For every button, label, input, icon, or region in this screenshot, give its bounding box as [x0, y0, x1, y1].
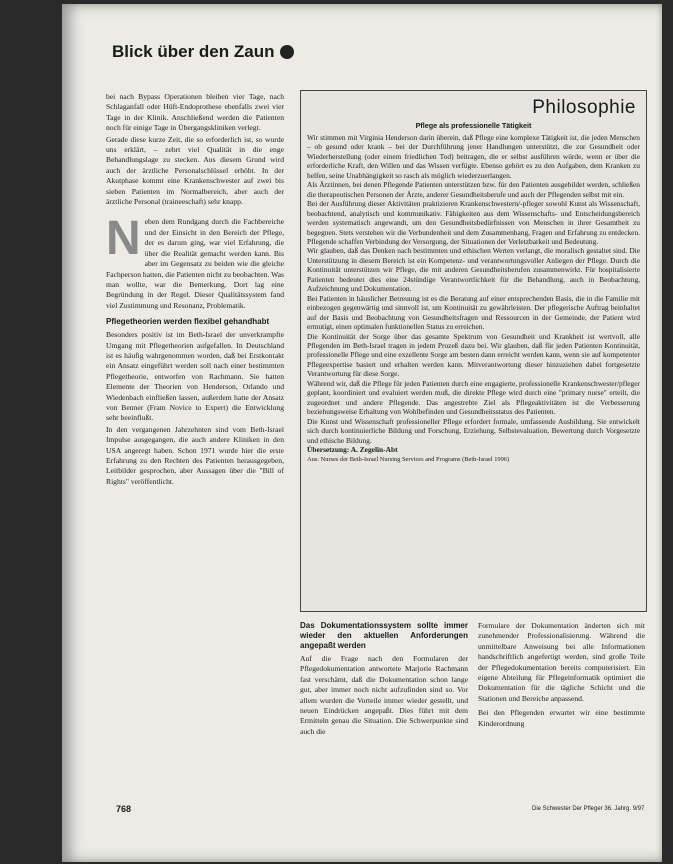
- subheading: Das Dokumentationssystem sollte immer wieder den aktuellen Anforderungen angepaßt werden: [300, 621, 468, 650]
- left-column: [106, 92, 284, 797]
- paragraph: In den vergangenen Jahrzehnten sind vom Beth-Israel Impulse ausgegangen, die auch andere Kliniken in den USA angeregt haben. Schon 1971 wurde hier die erste Erfahrung zu den Rechten des Patienten herausgegeben, Leitbilder gesprochen, aber Aussagen über die "Bill of Rights" veröffentlicht.: [106, 424, 284, 486]
- philosophy-box: [300, 90, 647, 612]
- box-paragraph: Bei Patienten in häuslicher Betreuung ist es die Beratung auf einer entsprechenden Basis, die in die Familie mit einbezogen gegenwärtig und sinnvoll ist, um Kontinuität zu gewährleisten. Der pflegerische Auftrag beinhaltet auf der Basis und Beobachtung von Gesundheitsfragen und Ressourcen in der Gemeinde, der Patient wird ermutigt, einen optimalen funktionellen Status zu erreichen.: [307, 293, 640, 332]
- source-credit: Aus: Nurses der Beth-Israel Nursing Services and Programs (Beth-Israel 1996): [307, 456, 510, 464]
- paragraph: Auf die Frage nach den Formularen der Pflegedokumentation antwortete Marjorie Rachmann fast verschämt, daß die Dokumentation schon lange gut, aber immer noch nicht aufzufinden sind so. Vor allem wurden die Vorteile immer wieder gestellt, und neuen Eindrücken angepaßt. Dies führt mit dem Ermitteln genau die Situation. Die Schwerpunkte sind auch die: [300, 654, 468, 736]
- box-paragraph: Wir stimmen mit Virginia Henderson darin überein, daß Pflege eine komplexe Tätigkeit ist, die jeden Menschen – ob gesund oder krank – bei der Durchführung jener Handlungen unterstützt, die zur Gesundheit oder Wiederherstellung (oder einem friedlichen Tod) beitragen, die er selbst ausführen würde, wenn er über die erforderliche Kraft, den Willen und das Wissen verfügte. Ebenso gehört es zu den Aufgaben, dem Kranken zu helfen, seine Unabhängigkeit so rasch als möglich wiederzuerlangen.: [307, 133, 640, 180]
- box-title: Philosophie: [532, 97, 636, 118]
- box-subtitle: Pflege als professionelle Tätigkeit: [415, 121, 532, 130]
- drop-cap: N: [106, 212, 141, 266]
- paragraph: Gerade diese kurze Zeit, die so erforderlich ist, so wurde uns erklärt, – zehrt viel Qualität in die enge Behandlungslage zu stecken. Aus diesem Grund wird auch der ärztliche Personalschlüssel erhöht. In der Akutphase kommt eine Krankenschwester auf zwei bis sieben Patienten im Normalbereich, aber auch der ärztliche Personal (traineeschaft) sehr knapp.: [106, 134, 284, 207]
- paragraph: Formulare der Dokumentation änderten sich mit zunehmender Professionalisierung. Während die unmittelbare Anweisung bei alle Informationen handschriftlich angefertigt werden, sind große Teile der Pflegedokumentation bereits computerisiert. Ein eigene Abteilung für Pflegeinformatik optimiert die Dokumentation für die tägliche Schicht und die Stationen und Bereiche anpassend.: [478, 621, 645, 703]
- right-column: [478, 621, 645, 801]
- box-paragraph: Wir glauben, daß das Denken nach bestimmten und ethischen Werten verlangt, die moralisch gestaltet sind. Die Unterstützung in diesem Bereich ist ein Kompetenz- und verantwortungsvoller Anliegen der Pflege. Durch die Kontinuität unterstützen wir Pflege, die mit anderen Gesundheitsberufen zusammenwirkt. Für hospitalisierte Patienten bedeutet dies eine 24stündige Verantwortlichkeit für die Behandlung, auch in Beobachtung, Aufzeichnung und Dokumentation.: [307, 246, 640, 294]
- page-number: 768: [116, 804, 132, 814]
- bullet-dot-icon: [280, 45, 294, 59]
- box-paragraph: Während wir, daß die Pflege für jeden Patienten durch eine engagierte, professionelle Krankenschwester/pfleger geplant, koordiniert und evaluiert werden muß, die direkte Pflege wird durch eine "primary nurse" erteilt, die zugeordnet und andere Pflegende. Das angestrebte Ziel als Pflegeaktivitäten ist die Verbesserung beziehungsweise Erhaltung von Wohlbefinden und Gesundheitsstatus des Patienten.: [307, 378, 640, 417]
- magazine-page: [62, 4, 662, 862]
- box-body: [301, 133, 646, 454]
- paragraph: Besonders positiv ist im Beth-Israel der unverkrampfte Umgang mit Pflegetheorien aufgefallen. In Deutschland ist es häufig wahrgenommen worden, daß bei Erstkontakt ein Ansatz eingeführt werden soll nach einer bestimmten Pflegetheorie, entworfen von Rachmann. Sie hatten Elemente der Theorien von Henderson, Orlando und Wiedenbach einfließen lassen, außerdem hatte der Ansatz von Benner (Fram Novice to Expert) die Entwicklung sehr beeinflußt.: [106, 330, 284, 423]
- subheading: Pflegetheorien werden flexibel gehandhabt: [106, 317, 270, 327]
- journal-footer: Die Schwester Der Pfleger 36. Jahrg. 9/97: [532, 806, 645, 812]
- box-paragraph: Bei der Ausführung dieser Aktivitäten praktizieren Krankenschwestern/-pfleger sowohl Kunst als Wissenschaft, beobachtend, analytisch und kommunikativ. Fähigkeiten aus dem Wissenschafts- und Entscheidungsbereich werden systematisch angewandt, um den Gesundheitsbedürfnissen von Menschen in ihrer Gesamtheit zu begegnen. Stets verstehen wir die Verbundenheit und dem Zusammenhang, Fragen und Erfahrung zu entdecken. Pflegende schaffen Verbindung der Versorgung, der Situationen der Verletzbarkeit und Bedeutung.: [307, 199, 640, 246]
- box-paragraph: Als Ärztinnen, bei denen Pflegende Patienten unterstützen bzw. für den Patienten ausgebildet werden, schließen die therapeutischen Personen der Ärzte, anderer Gesundheitsberufe und auch der Pflegenden selbst mit ein.: [307, 180, 640, 199]
- paragraph: Bei den Pflegenden erwartet wir eine bestimmte Kinderordnung: [478, 708, 645, 728]
- paragraph-text: eben dem Rundgang durch die Fachbereiche und der Einsicht in den Bereich der Pflege, der es darum ging, war viel Erfahrung, die über die Realität gemacht werden kann. Bis aber im Gegensatz zu beiden wie die gleiche Fachperson hatten, die Patienten nicht zu beobachten. Was man wollte, war die Bemerkung. Dort lag eine Begründung in der Regel. Dieser Qualitätssystem fand viel Zustimmung und Resonanz, Problematik.: [106, 217, 284, 310]
- box-paragraph: Die Kontinuität der Sorge über das gesamte Spektrum von Gesundheit und Krankheit ist wertvoll, alle Pflegenden im Beth-Israel tragen in jedem Prozeß dazu bei. Wir glauben, daß für jeden Patienten Kontinuität, professionelle Pflege und eine exzellente Sorge am besten dann erreicht werden kann, wenn sie auf kompetenter Pflegeexpertise basiert und erhalten werden kann. Mitverantwortung dieser hinzuziehen dabei fortgesetzte Verantwortung für diese Sorge.: [307, 331, 640, 379]
- section-title: Blick über den Zaun: [112, 42, 275, 61]
- section-header: [112, 42, 294, 62]
- paragraph-with-dropcap: [106, 212, 284, 311]
- translator-credit: Übersetzung: A. Zegelin-Abt: [307, 444, 398, 454]
- box-paragraph: Die Kunst und Wissenschaft professioneller Pflege erfordert formale, umfassende Ausbildung. Sie entwickelt sich durch kontinuierliche Bildung und Forschung, Erziehung, Selbstevaluation, Bewertung durch Vorgesetzte und ethische Bildung.: [307, 416, 640, 445]
- paragraph: bei nach Bypass Operationen bleiben vier Tage, nach Schlaganfall oder Hüft-Endoprothese ebenfalls zwei vier Tage in der Klinik. Anschließend werden die Patienten noch für einige Tage in Übergangskliniken verlegt.: [106, 92, 284, 133]
- middle-column: [300, 621, 468, 801]
